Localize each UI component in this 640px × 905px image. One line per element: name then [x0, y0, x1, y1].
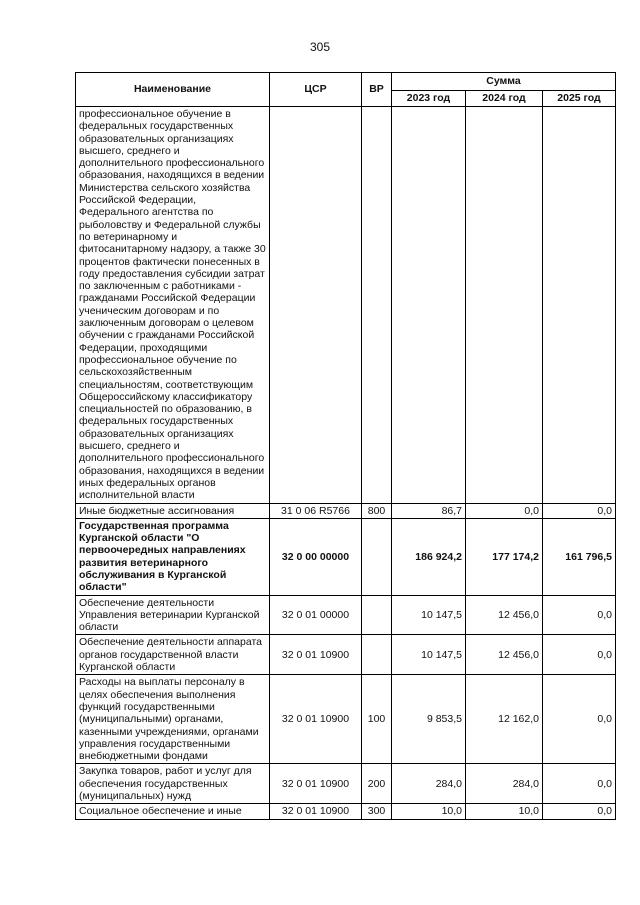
row-csr — [270, 107, 362, 504]
row-2024: 12 456,0 — [466, 635, 543, 675]
row-vr — [362, 635, 392, 675]
row-2024 — [466, 107, 543, 504]
row-2023: 86,7 — [392, 503, 466, 518]
row-vr — [362, 595, 392, 635]
row-name: Государственная программа Курганской области "О первоочередных направлениях развития ветеринарного обслуживания в Курганской области" — [76, 518, 270, 595]
header-2023: 2023 год — [392, 91, 466, 107]
row-2025: 0,0 — [543, 503, 616, 518]
row-2023: 284,0 — [392, 764, 466, 804]
header-2025: 2025 год — [543, 91, 616, 107]
header-csr: ЦСР — [270, 73, 362, 107]
row-2023 — [392, 107, 466, 504]
row-2024: 284,0 — [466, 764, 543, 804]
row-2025: 0,0 — [543, 764, 616, 804]
header-name: Наименование — [76, 73, 270, 107]
table-row — [76, 518, 616, 595]
row-2024: 10,0 — [466, 804, 543, 819]
row-2025: 0,0 — [543, 804, 616, 819]
header-vr: ВР — [362, 73, 392, 107]
table-row — [76, 635, 616, 675]
row-csr: 32 0 00 00000 — [270, 518, 362, 595]
table-row — [76, 804, 616, 819]
row-name: профессиональное обучение в федеральных государственных образовательных организациях высшего, среднего и дополнительного профессионального образования, находящихся в ведении Министерства сельского хозяйства Российской Федерации, Федерального агентства по рыболовству и Федеральной службы по ветеринарному и фитосанитарному надзору, а также 30 процентов фактически понесенных в году предоставления субсидии затрат по заключенным с работниками - гражданами Российской Федерации ученическим договорам и по заключенным договорам о целевом обучении с гражданами Российской Федерации, проходящими профессиональное обучение по сельскохозяйственным специальностям, соответствующим Общероссийскому классификатору специальностей по образованию, в федеральных государственных образовательных организациях высшего, среднего и дополнительного профессионального образования, находящихся в ведении иных федеральных органов исполнительной власти — [76, 107, 270, 504]
row-vr: 200 — [362, 764, 392, 804]
table-row — [76, 595, 616, 635]
table-row — [76, 503, 616, 518]
row-2023: 10,0 — [392, 804, 466, 819]
table-row — [76, 107, 616, 504]
row-2025: 0,0 — [543, 635, 616, 675]
row-vr: 300 — [362, 804, 392, 819]
row-csr: 32 0 01 10900 — [270, 764, 362, 804]
row-vr — [362, 518, 392, 595]
row-csr: 32 0 01 00000 — [270, 595, 362, 635]
row-2023: 186 924,2 — [392, 518, 466, 595]
row-2023: 10 147,5 — [392, 595, 466, 635]
row-2025 — [543, 107, 616, 504]
page-number: 305 — [309, 40, 331, 54]
row-name: Обеспечение деятельности Управления ветеринарии Курганской области — [76, 595, 270, 635]
row-2024: 12 162,0 — [466, 675, 543, 764]
row-name: Обеспечение деятельности аппарата органов государственной власти Курганской области — [76, 635, 270, 675]
header-2024: 2024 год — [466, 91, 543, 107]
row-name: Социальное обеспечение и иные — [76, 804, 270, 819]
budget-table — [75, 72, 616, 820]
row-vr: 800 — [362, 503, 392, 518]
row-2024: 0,0 — [466, 503, 543, 518]
header-sum: Сумма — [392, 73, 616, 91]
row-csr: 31 0 06 R5766 — [270, 503, 362, 518]
row-2023: 10 147,5 — [392, 635, 466, 675]
row-2025: 0,0 — [543, 595, 616, 635]
table-row — [76, 675, 616, 764]
table-row — [76, 764, 616, 804]
row-vr: 100 — [362, 675, 392, 764]
row-csr: 32 0 01 10900 — [270, 635, 362, 675]
row-csr: 32 0 01 10900 — [270, 675, 362, 764]
row-2025: 0,0 — [543, 675, 616, 764]
row-vr — [362, 107, 392, 504]
row-2023: 9 853,5 — [392, 675, 466, 764]
row-2025: 161 796,5 — [543, 518, 616, 595]
row-2024: 12 456,0 — [466, 595, 543, 635]
row-name: Расходы на выплаты персоналу в целях обеспечения выполнения функций государственными (муниципальными) органами, казенными учреждениями, органами управления государственными внебюджетными фондами — [76, 675, 270, 764]
row-csr: 32 0 01 10900 — [270, 804, 362, 819]
row-name: Иные бюджетные ассигнования — [76, 503, 270, 518]
row-2024: 177 174,2 — [466, 518, 543, 595]
row-name: Закупка товаров, работ и услуг для обеспечения государственных (муниципальных) нужд — [76, 764, 270, 804]
